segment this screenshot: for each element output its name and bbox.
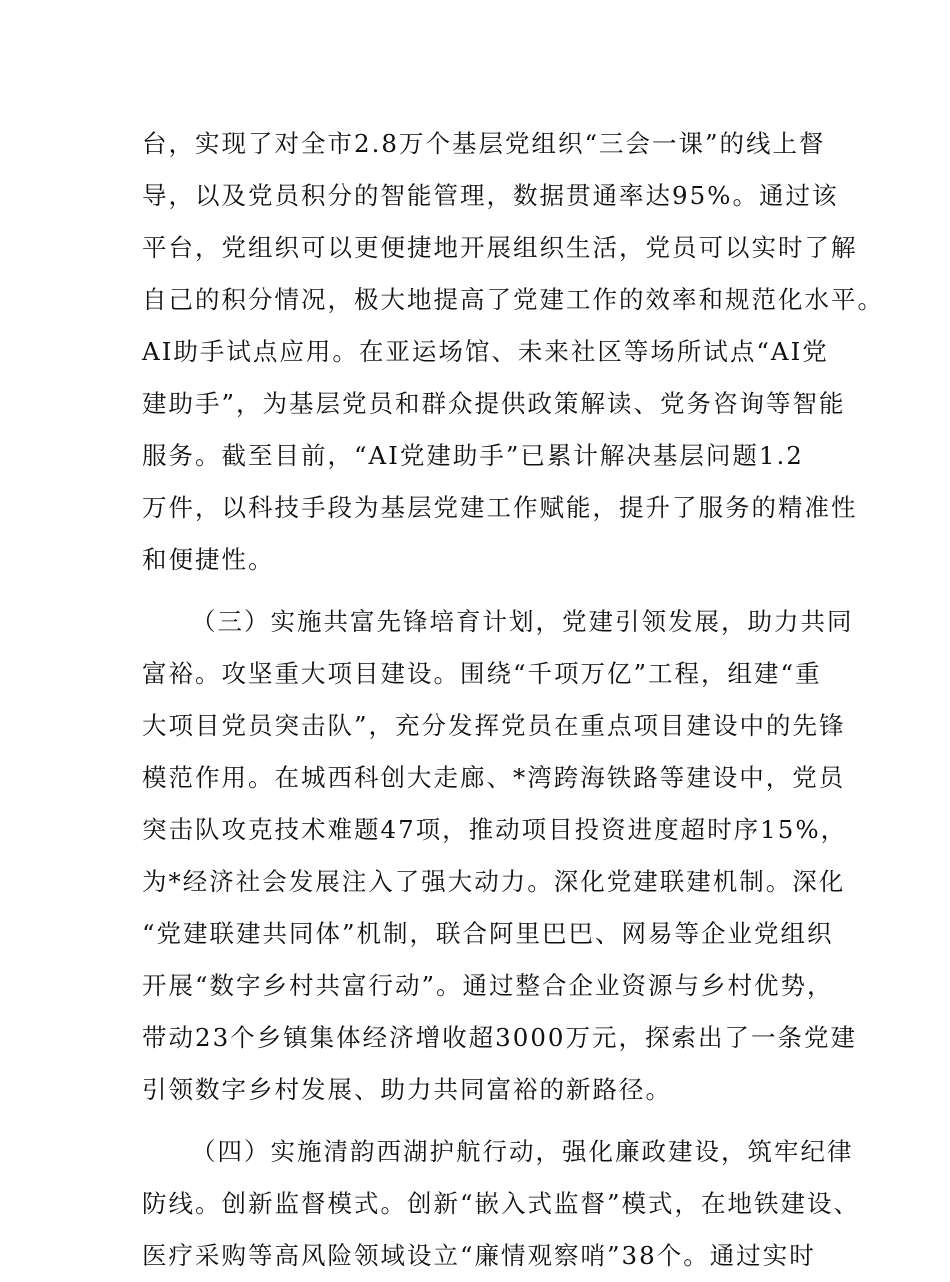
text-line: 医疗采购等高风险领域设立“廉情观察哨”38个。通过实时 xyxy=(142,1241,816,1270)
text-line: 导，以及党员积分的智能管理，数据贯通率达95%。通过该 xyxy=(142,181,839,210)
text-line: 服务。截至目前，“AI党建助手”已累计解决基层问题1.2 xyxy=(142,441,804,470)
text-line: 开展“数字乡村共富行动”。通过整合企业资源与乡村优势， xyxy=(142,971,834,1000)
text-line: 大项目党员突击队”，充分发挥党员在重点项目建设中的先锋 xyxy=(142,711,846,740)
text-line: 万件，以科技手段为基层党建工作赋能，提升了服务的精准性 xyxy=(142,493,858,522)
text-line: 防线。创新监督模式。创新“嵌入式监督”模式，在地铁建设、 xyxy=(142,1189,861,1218)
text-line: 引领数字乡村发展、助力共同富裕的新路径。 xyxy=(142,1075,672,1104)
section-heading-line: （四）实施清韵西湖护航行动，强化廉政建设，筑牢纪律 xyxy=(191,1137,854,1166)
text-line: “党建联建共同体”机制，联合阿里巴巴、网易等企业党组织 xyxy=(142,919,834,948)
text-line: 和便捷性。 xyxy=(142,545,275,574)
text-line: 富裕。攻坚重大项目建设。围绕“千项万亿”工程，组建“重 xyxy=(142,659,822,688)
section-heading-line: （三）实施共富先锋培育计划，党建引领发展，助力共同 xyxy=(191,607,854,636)
text-line: 平台，党组织可以更便捷地开展组织生活，党员可以实时了解 xyxy=(142,233,858,262)
text-line: AI助手试点应用。在亚运场馆、未来社区等场所试点“AI党 xyxy=(142,337,829,366)
text-line: 模范作用。在城西科创大走廊、*湾跨海铁路等建设中，党员 xyxy=(142,763,846,792)
text-line: 为*经济社会发展注入了强大动力。深化党建联建机制。深化 xyxy=(142,867,846,896)
text-line: 台，实现了对全市2.8万个基层党组织“三会一课”的线上督 xyxy=(142,129,826,158)
text-line: 自己的积分情况，极大地提高了党建工作的效率和规范化水平。 xyxy=(142,285,884,314)
text-line: 带动23个乡镇集体经济增收超3000万元，探索出了一条党建 xyxy=(142,1023,858,1052)
body-text xyxy=(142,118,884,1282)
text-line: 建助手”，为基层党员和群众提供政策解读、党务咨询等智能 xyxy=(142,389,846,418)
text-line: 突击队攻克技术难题47项，推动项目投资进度超时序15%， xyxy=(142,815,848,844)
